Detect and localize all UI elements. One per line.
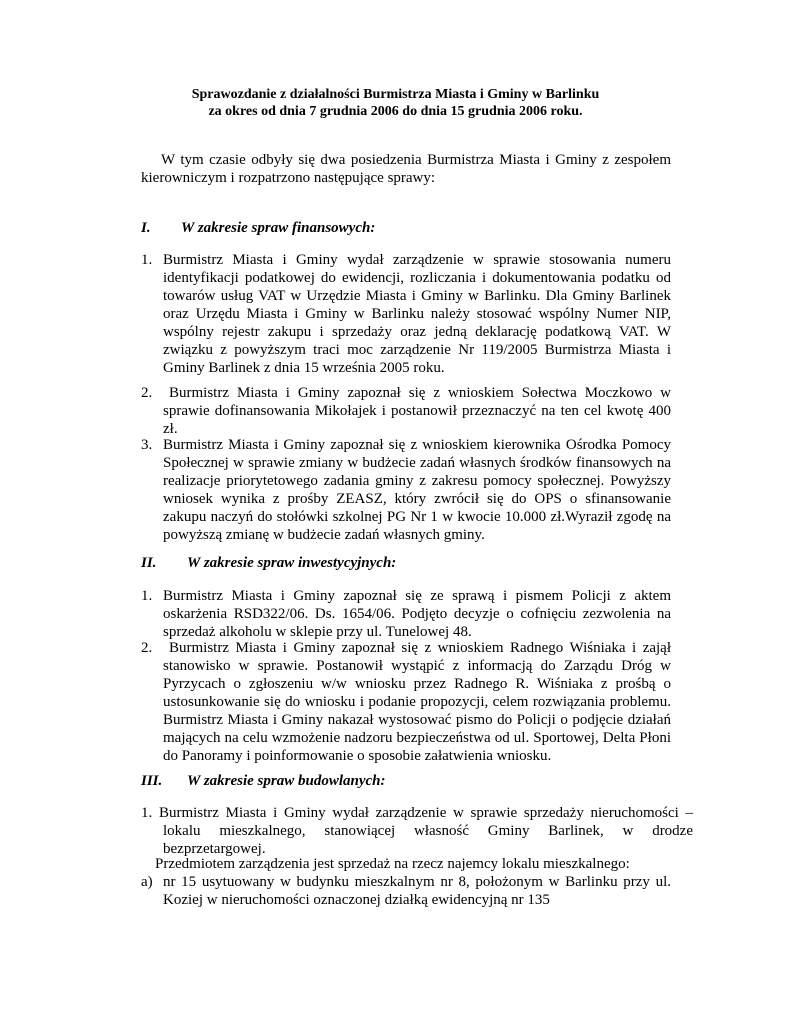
list-marker: 1. — [141, 252, 153, 268]
list-item — [141, 384, 671, 438]
list-item — [141, 587, 671, 641]
list-item-text: Burmistrz Miasta i Gminy wydał zarządzenie w sprawie stosowania numeru identyfikacji podatkowej do ewidencji, rozliczania i dokumentowania podatku od towarów usług VAT w Urzędzie Miasta i Gminy w Barlinku. Dla Gminy Barlinek oraz Urzędu Miasta i Gminy w Barlinku należy stosować wspólny Numer NIP, wspólny rejestr zakupu i sprzedaży oraz jedną deklarację podatkową VAT. W związku z powyższym traci moc zarządzenie Nr 119/2005 Burmistrza Miasta i Gminy Barlinek z dnia 15 września 2005 roku. — [163, 252, 671, 376]
section-heading-finance — [141, 219, 671, 237]
section-title: W zakresie spraw inwestycyjnych: — [187, 555, 397, 571]
sub-list-item — [141, 873, 671, 909]
section-title: W zakresie spraw finansowych: — [181, 220, 376, 236]
list-item — [141, 436, 671, 544]
list-item — [141, 251, 671, 377]
list-item-text: Burmistrz Miasta i Gminy wydał zarządzenie w sprawie sprzedaży nieruchomości – lokalu mieszkalnego, stanowiącej własność Gminy Barlinek, w drodze bezprzetargowej. — [158, 805, 693, 857]
list-item-text: Burmistrz Miasta i Gminy zapoznał się ze sprawą i pismem Policji z aktem oskarżenia RSD322/06. Ds. 1654/06. Podjęto decyzje o cofnięciu zezwolenia na sprzedaż alkoholu w sklepie przy ul. Tunelowej 48. — [163, 588, 671, 640]
list-item-text: Burmistrz Miasta i Gminy zapoznał się z wnioskiem kierownika Ośrodka Pomocy Społecznej w sprawie zmiany w budżecie zadań własnych środków finansowych na realizacje priorytetowego zadania gminy z zakresu pomocy społecznej. Powyższy wniosek wynika z prośby ZEASZ, który zwrócił się do OPS o sfinansowanie zakupu naczyń do stołówki szkolnej PG Nr 1 w kwocie 10.000 zł.Wyraził zgodę na powyższą zmianę w budżecie zadań własnych gminy. — [163, 437, 671, 543]
list-marker: a) — [141, 874, 153, 890]
list-item — [141, 639, 671, 765]
document-title-line1: Sprawozdanie z działalności Burmistrza Miasta i Gminy w Barlinku — [191, 87, 600, 102]
list-item-text: Burmistrz Miasta i Gminy zapoznał się z wnioskiem Sołectwa Moczkowo w sprawie dofinansowania Mikołajek i postanowił przeznaczyć na ten cel kwotę 400 zł. — [163, 385, 671, 437]
list-marker: 3. — [141, 437, 153, 453]
section-heading-construction — [141, 772, 671, 790]
list-item-text: Burmistrz Miasta i Gminy zapoznał się z wnioskiem Radnego Wiśniaka i zajął stanowisko w sprawie. Postanowił wystąpić z informacją do Zarządu Dróg w Pyrzycach o zgłoszeniu w/w wniosku przez Radnego R. Wiśniaka z prośbą o ustosunkowanie się do wniosku i podanie propozycji, celem rozwiązania problemu. Burmistrz Miasta i Gminy nakazał wystosować pismo do Policji o podjęcie działań mających na celu wzmożenie nadzoru bezpieczeństwa od ul. Sportowej, Delta Płoni do Panoramy i poinformowanie o sposobie załatwienia wniosku. — [163, 640, 671, 764]
intro-paragraph: W tym czasie odbyły się dwa posiedzenia Burmistrza Miasta i Gminy z zespołem kierowniczym i rozpatrzono następujące sprawy: — [141, 152, 671, 186]
list-marker: 2. — [141, 385, 153, 401]
section-number: II. — [141, 555, 157, 571]
list-item — [141, 804, 693, 858]
subject-line: Przedmiotem zarządzenia jest sprzedaż na rzecz najemcy lokalu mieszkalnego: — [155, 856, 630, 872]
document-title-line2: za okres od dnia 7 grudnia 2006 do dnia 15 grudnia 2006 roku. — [208, 104, 583, 119]
section-title: W zakresie spraw budowlanych: — [187, 773, 386, 789]
list-marker: 1. — [141, 588, 153, 604]
list-marker: 2. — [141, 640, 153, 656]
section-number: III. — [141, 773, 163, 789]
list-marker: 1. — [141, 805, 153, 821]
list-item-text: nr 15 usytuowany w budynku mieszkalnym nr 8, położonym w Barlinku przy ul. Koziej w nieruchomości oznaczonej działką ewidencyjną nr 135 — [163, 874, 671, 908]
section-number: I. — [141, 220, 151, 236]
section-heading-investment — [141, 554, 671, 572]
